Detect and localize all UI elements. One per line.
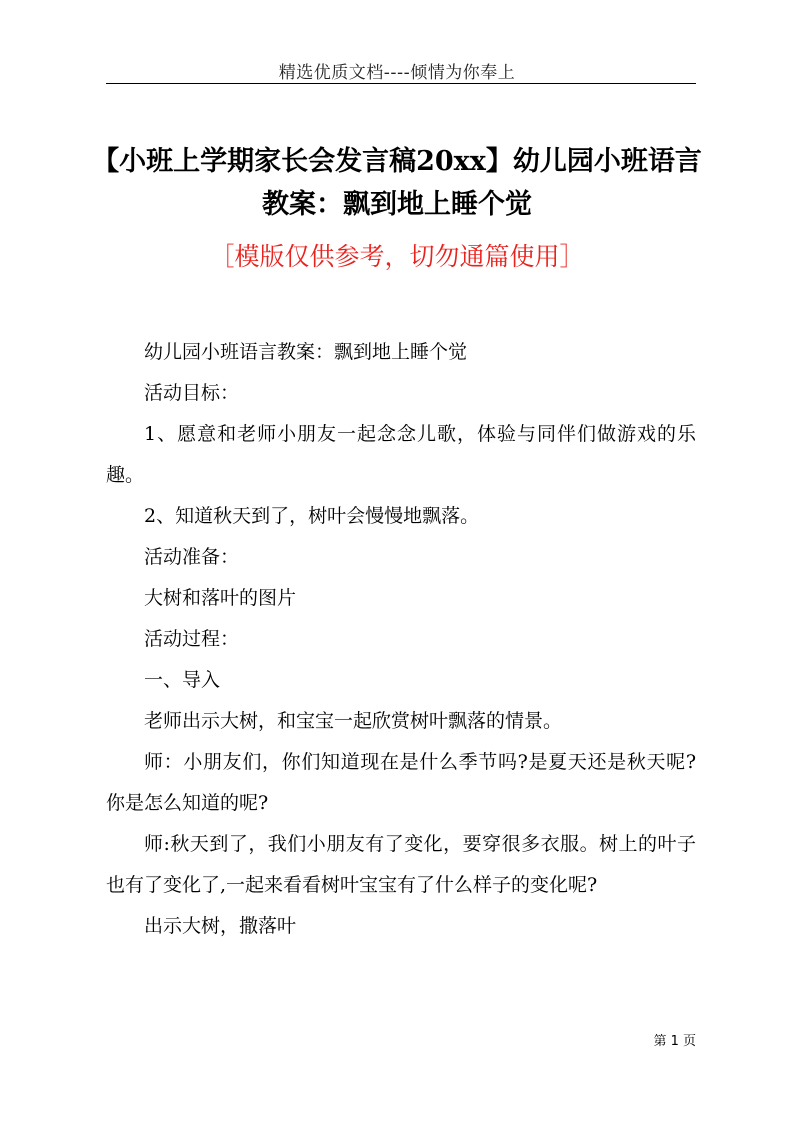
paragraph: 出示大树，撒落叶 xyxy=(144,915,297,937)
paragraph: 一、导入 xyxy=(144,669,221,691)
paragraph: 活动过程： xyxy=(144,628,240,650)
page-number: 第 1 页 xyxy=(653,1034,696,1049)
paragraph: 1、愿意和老师小朋友一起念念儿歌，体验与同伴们做游戏的乐趣。 xyxy=(106,423,696,486)
paragraph: 大树和落叶的图片 xyxy=(144,587,297,609)
header-text: 精选优质文档----倾情为你奉上 xyxy=(278,63,516,83)
paragraph: 活动目标： xyxy=(144,382,240,404)
paragraph: 师:秋天到了，我们小朋友有了变化，要穿很多衣服。树上的叶子也有了变化了,一起来看看树叶宝宝有了什么样子的变化呢? xyxy=(106,833,696,896)
document-body xyxy=(106,332,696,947)
document-title: 【小班上学期家长会发言稿20xx】幼儿园小班语言教案：飘到地上睡个觉 xyxy=(92,146,702,220)
paragraph: 老师出示大树，和宝宝一起欣赏树叶飘落的情景。 xyxy=(144,710,563,732)
paragraph: 活动准备： xyxy=(144,546,240,568)
document-subtitle: ［模版仅供参考，切勿通篇使用］ xyxy=(209,242,585,271)
paragraph: 师：小朋友们，你们知道现在是什么季节吗?是夏天还是秋天呢?你是怎么知道的呢? xyxy=(106,751,696,814)
paragraph: 2、知道秋天到了，树叶会慢慢地飘落。 xyxy=(144,505,480,527)
header-divider xyxy=(106,83,696,84)
paragraph: 幼儿园小班语言教案：飘到地上睡个觉 xyxy=(144,341,468,363)
